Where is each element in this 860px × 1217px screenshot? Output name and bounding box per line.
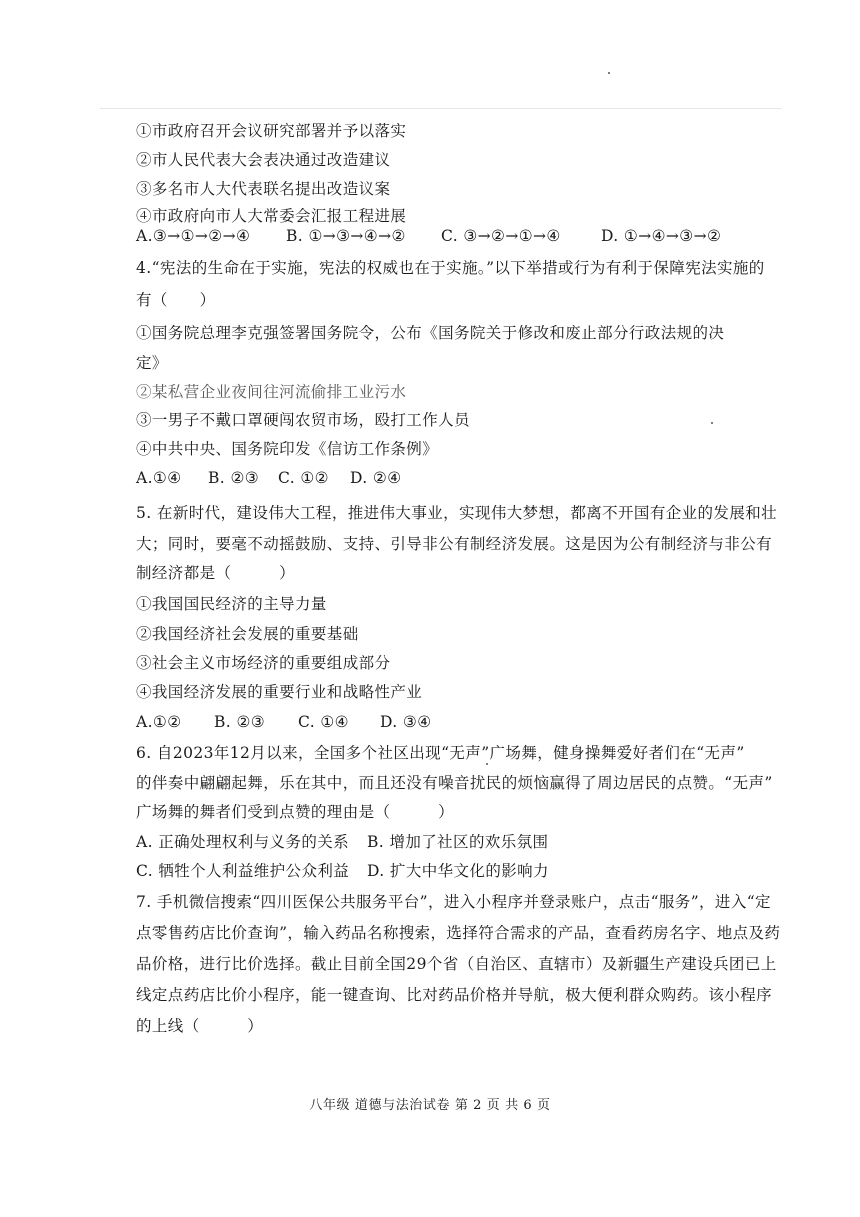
q3-item-2: ②市人民代表大会表决通过改造建议 <box>136 151 391 169</box>
q5-option-c: C. ①④ <box>298 713 349 731</box>
q7-stem-line-4: 线定点药店比价小程序，能一键查询、比对药品价格并导航，极大便利群众购药。该小程序 <box>136 986 773 1004</box>
q3-item-4: ④市政府向市人大常委会汇报工程进展 <box>136 207 407 225</box>
q4-stem-line-1: 4.“宪法的生命在于实施，宪法的权威也在于实施。”以下举措或行为有利于保障宪法实施的 <box>136 259 765 277</box>
q5-option-a: A.①② <box>136 713 182 731</box>
scan-speck <box>486 763 488 765</box>
q5-item-4: ④我国经济发展的重要行业和战略性产业 <box>136 683 423 701</box>
q5-options <box>136 712 796 732</box>
q7-stem-line-3: 品价格，进行比价选择。截止目前全国29个省（自治区、直辖市）及新疆生产建设兵团已上 <box>136 955 777 973</box>
q6-option-c: C. 牺牲个人利益维护公众利益 <box>136 862 350 880</box>
q5-option-b: B. ②③ <box>214 713 266 731</box>
q5-stem-line-3: 制经济都是（ ） <box>136 564 296 582</box>
q5-item-2: ②我国经济社会发展的重要基础 <box>136 625 359 643</box>
q4-option-b: B. ②③ <box>208 469 260 487</box>
q5-item-3: ③社会主义市场经济的重要组成部分 <box>136 654 391 672</box>
q3-option-b: B. ①→③→④→② <box>286 227 406 245</box>
q6-stem-line-2: 的伴奏中翩翩起舞，乐在其中，而且还没有噪音扰民的烦恼赢得了周边居民的点赞。“无声” <box>136 774 773 792</box>
q6-stem-line-3: 广场舞的舞者们受到点赞的理由是（ ） <box>136 803 455 821</box>
q5-option-d: D. ③④ <box>380 713 432 731</box>
q6-option-d: D. 扩大中华文化的影响力 <box>367 862 549 880</box>
q7-stem-line-5: 的上线（ ） <box>136 1017 264 1035</box>
page-footer: 八年级 道德与法治试卷 第 2 页 共 6 页 <box>309 1098 551 1113</box>
q3-options <box>136 226 796 246</box>
q4-option-a: A.①④ <box>136 469 182 487</box>
q4-item-1-line-1: ①国务院总理李克强签署国务院令，公布《国务院关于修改和废止部分行政法规的决 <box>136 324 725 342</box>
q4-option-d: D. ②④ <box>350 469 402 487</box>
q6-stem-line-1: 6. 自2023年12月以来，全国多个社区出现“无声”广场舞，健身操舞爱好者们在“无声” <box>136 744 745 762</box>
q6-option-b: B. 增加了社区的欢乐氛围 <box>367 833 549 851</box>
top-rule <box>100 108 782 109</box>
q5-stem-line-2: 大；同时，要毫不动摇鼓励、支持、引导非公有制经济发展。这是因为公有制经济与非公有 <box>136 535 773 553</box>
q7-stem-line-1: 7. 手机微信搜索“四川医保公共服务平台”，进入小程序并登录账户，点击“服务”，进入“定 <box>136 893 771 911</box>
q3-option-a: A.③→①→②→④ <box>136 227 251 245</box>
q4-option-c: C. ①② <box>278 469 329 487</box>
q4-stem-line-2: 有（ ） <box>136 291 216 309</box>
q6-option-a: A. 正确处理权利与义务的关系 <box>136 833 350 851</box>
q4-item-2: ②某私营企业夜间往河流偷排工业污水 <box>136 383 407 401</box>
q4-options <box>136 468 796 488</box>
q4-item-1-line-2: 定》 <box>136 354 168 372</box>
q3-option-d: D. ①→④→③→② <box>601 227 722 245</box>
q3-item-1: ①市政府召开会议研究部署并予以落实 <box>136 122 407 140</box>
q5-item-1: ①我国国民经济的主导力量 <box>136 595 327 613</box>
q6-options-row-2 <box>136 861 796 881</box>
q6-options-row-1 <box>136 832 796 852</box>
q5-stem-line-1: 5. 在新时代，建设伟大工程，推进伟大事业，实现伟大梦想，都离不开国有企业的发展和壮 <box>136 504 778 522</box>
q7-stem-line-2: 点零售药店比价查询”，输入药品名称搜索，选择符合需求的产品，查看药房名字、地点及药 <box>136 924 781 942</box>
q4-item-3: ③一男子不戴口罩硬闯农贸市场，殴打工作人员 <box>136 411 470 429</box>
scan-speck <box>608 72 610 74</box>
q3-option-c: C. ③→②→①→④ <box>441 227 561 245</box>
q3-item-3: ③多名市人大代表联名提出改造议案 <box>136 180 391 198</box>
q4-item-4: ④中共中央、国务院印发《信访工作条例》 <box>136 440 439 458</box>
